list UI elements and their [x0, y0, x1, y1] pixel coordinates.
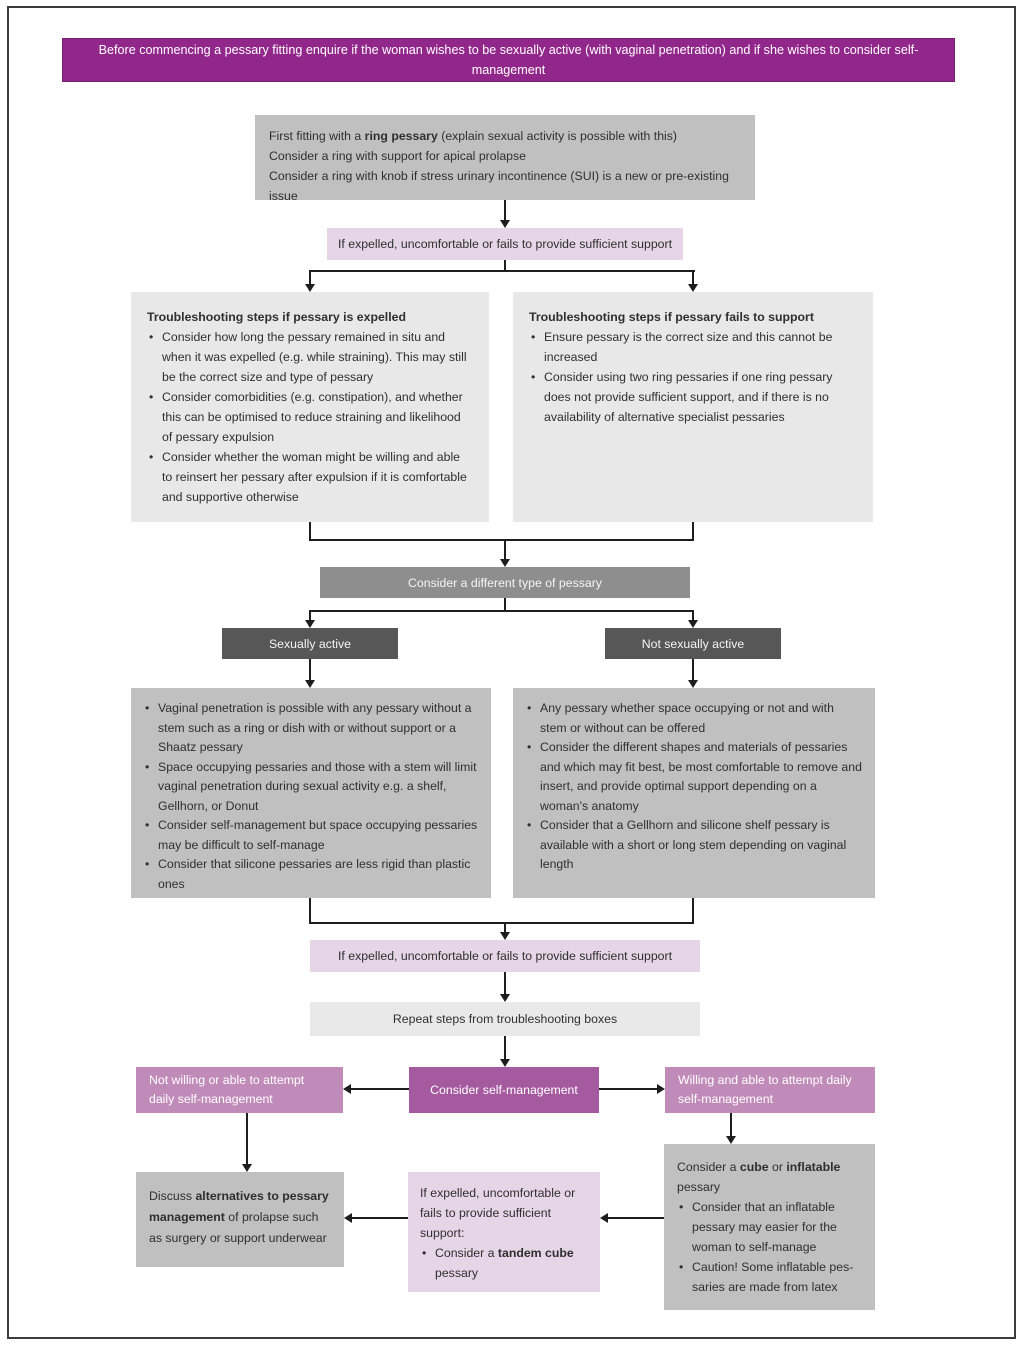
- arrow-down-icon: [500, 220, 510, 228]
- troubleshooting-support-title: Troubleshooting steps if pessary fails to support: [529, 310, 814, 324]
- list-item: • Space occupying pessaries and those with a stem will limit vaginal penetration during sexual activity e.g. a shelf, Gellhorn, or Donut: [143, 758, 479, 817]
- expelled-note-top: [327, 228, 683, 260]
- sexually-active-box: [222, 628, 398, 659]
- text-segment: Consider a: [677, 1160, 740, 1174]
- first-fitting-box: [255, 115, 755, 203]
- list-item: • Consider that silicone pessaries are less rigid than plastic ones: [143, 855, 479, 894]
- connector-vline: [504, 972, 506, 994]
- different-type-text: Consider a different type of pessary: [408, 575, 602, 590]
- connector-vline: [309, 659, 311, 681]
- arrow-left-icon: [600, 1213, 608, 1223]
- text-segment: of prolapse such as surgery or support underwear: [149, 1210, 327, 1245]
- connector-hline: [309, 610, 694, 612]
- text-line: Consider a ring with support for apical prolapse: [269, 149, 527, 163]
- arrow-down-icon: [500, 559, 510, 567]
- tandem-cube-box: [408, 1172, 600, 1292]
- arrow-down-icon: [500, 932, 510, 940]
- expelled-note-bottom-text: If expelled, uncomfortable or fails to provide sufficient support: [337, 949, 673, 963]
- list-item: • Consider that a Gellhorn and silicone shelf pessary is available with a short or long stem depending on vaginal length: [525, 816, 863, 875]
- list-item: • Consider using two ring pessaries if one ring pessary does not provide sufficient support, and if there is no availability of alternative specialist pessaries: [529, 367, 857, 427]
- not-sexually-active-details-list: [525, 699, 863, 875]
- willing-box: [665, 1067, 875, 1113]
- connector-hline: [352, 1217, 408, 1219]
- arrow-left-icon: [343, 1084, 351, 1094]
- connector-vline: [504, 200, 506, 221]
- tandem-intro: If expelled, uncomfortable or fails to provide sufficient support:: [420, 1186, 576, 1240]
- not-sexually-active-details-box: [513, 688, 875, 898]
- arrow-down-icon: [688, 680, 698, 688]
- arrow-down-icon: [688, 620, 698, 628]
- troubleshooting-expelled-list: [147, 327, 473, 507]
- cube-title: [677, 1157, 862, 1197]
- cube-inflatable-box: [664, 1144, 875, 1310]
- text-line: [269, 126, 741, 146]
- not-sexually-active-box: [605, 628, 781, 659]
- arrow-down-icon: [500, 1059, 510, 1067]
- expelled-note-bottom: [310, 940, 700, 972]
- not-willing-box: [136, 1067, 343, 1113]
- willing-text: Willing and able to attempt daily self-management: [678, 1073, 852, 1106]
- connector-vline: [692, 270, 694, 284]
- not-sexually-active-label: Not sexually active: [641, 636, 745, 651]
- connector-hline: [309, 270, 695, 272]
- text-line: Consider a ring with knob if stress urinary incontinence (SUI) is a new or pre-existing issue: [269, 169, 729, 203]
- not-willing-text: Not willing or able to attempt daily self-management: [149, 1073, 305, 1106]
- troubleshooting-support-list: [529, 327, 857, 427]
- text-segment: Discuss: [149, 1189, 196, 1203]
- text-segment: pessary: [677, 1180, 721, 1194]
- arrow-down-icon: [305, 680, 315, 688]
- text-segment-bold: tandem cube: [497, 1246, 574, 1260]
- sexually-active-label: Sexually active: [268, 636, 352, 651]
- troubleshooting-support-box: [513, 292, 873, 522]
- list-item: • Any pessary whether space occupying or not and with stem or without can be offered: [525, 699, 863, 738]
- connector-vline: [504, 539, 506, 559]
- arrow-down-icon: [688, 284, 698, 292]
- troubleshooting-expelled-title: Troubleshooting steps if pessary is expelled: [147, 310, 406, 324]
- list-item: • Consider that an inflatable pessary may easier for the woman to self-manage: [677, 1197, 862, 1257]
- list-item: • Consider the different shapes and materials of pessaries and which may fit best, be most comfortable to remove and insert, and provide optimal support depending on a woman's anatomy: [525, 738, 863, 816]
- list-item: [420, 1243, 588, 1283]
- arrow-right-icon: [657, 1084, 665, 1094]
- arrow-down-icon: [305, 284, 315, 292]
- arrow-down-icon: [500, 994, 510, 1002]
- expelled-note-top-text: If expelled, uncomfortable or fails to provide sufficient support: [337, 237, 673, 251]
- self-management-text: Consider self-management: [430, 1083, 578, 1097]
- text-segment-bold: ring pessary: [364, 129, 438, 143]
- cube-list: [677, 1197, 862, 1297]
- text-segment: or: [768, 1160, 787, 1174]
- connector-vline: [692, 898, 694, 924]
- alternatives-box: [136, 1172, 344, 1267]
- text-segment-bold: alternatives to pessary management: [149, 1189, 329, 1224]
- arrow-down-icon: [726, 1136, 736, 1144]
- intro-banner: [62, 38, 955, 82]
- connector-hline: [351, 1088, 409, 1090]
- tandem-list: [420, 1243, 588, 1283]
- text-segment: (explain sexual activity is possible with this): [437, 129, 678, 143]
- text-segment: Consider a: [435, 1246, 498, 1260]
- repeat-steps-text: Repeat steps from troubleshooting boxes: [392, 1012, 618, 1026]
- arrow-down-icon: [305, 620, 315, 628]
- connector-vline: [504, 1036, 506, 1059]
- list-item: • Consider comorbidities (e.g. constipation), and whether this can be optimised to reduce straining and likelihood of pessary expulsion: [147, 387, 473, 447]
- text-segment: pessary: [435, 1266, 479, 1280]
- troubleshooting-expelled-box: [131, 292, 489, 522]
- connector-vline: [692, 610, 694, 620]
- sexually-active-details-box: [131, 688, 491, 898]
- text-segment-bold: inflatable: [786, 1160, 841, 1174]
- connector-hline: [608, 1217, 664, 1219]
- repeat-steps-box: [310, 1002, 700, 1036]
- arrow-left-icon: [344, 1213, 352, 1223]
- sexually-active-details-list: [143, 699, 479, 894]
- connector-hline: [599, 1088, 657, 1090]
- list-item: • Ensure pessary is the correct size and this cannot be increased: [529, 327, 857, 367]
- text-segment: First fitting with a: [269, 129, 365, 143]
- list-item: • Caution! Some inflatable pes-saries are made from latex: [677, 1257, 862, 1297]
- connector-vline: [692, 659, 694, 681]
- list-item: • Consider whether the woman might be willing and able to reinsert her pessary after expulsion if it is comfortable and supportive otherwise: [147, 447, 473, 507]
- connector-vline: [309, 610, 311, 620]
- list-item: • Consider how long the pessary remained in situ and when it was expelled (e.g. while straining). This may still be the correct size and type of pessary: [147, 327, 473, 387]
- connector-vline: [246, 1113, 248, 1164]
- different-type-box: [320, 567, 690, 598]
- text-segment-bold: cube: [739, 1160, 769, 1174]
- list-item: • Vaginal penetration is possible with any pessary without a stem such as a ring or dish with or without support or a Shaatz pessary: [143, 699, 479, 758]
- connector-vline: [504, 922, 506, 932]
- connector-hline: [309, 922, 694, 924]
- connector-hline: [309, 539, 694, 541]
- arrow-down-icon: [242, 1164, 252, 1172]
- list-item: • Consider self-management but space occupying pessaries may be difficult to self-manage: [143, 816, 479, 855]
- intro-banner-text: Before commencing a pessary fitting enquire if the woman wishes to be sexually active (with vaginal penetration) and if she wishes to consider self-management: [98, 43, 919, 77]
- self-management-box: [409, 1067, 599, 1113]
- connector-vline: [309, 270, 311, 284]
- connector-vline: [730, 1113, 732, 1136]
- connector-vline: [309, 898, 311, 924]
